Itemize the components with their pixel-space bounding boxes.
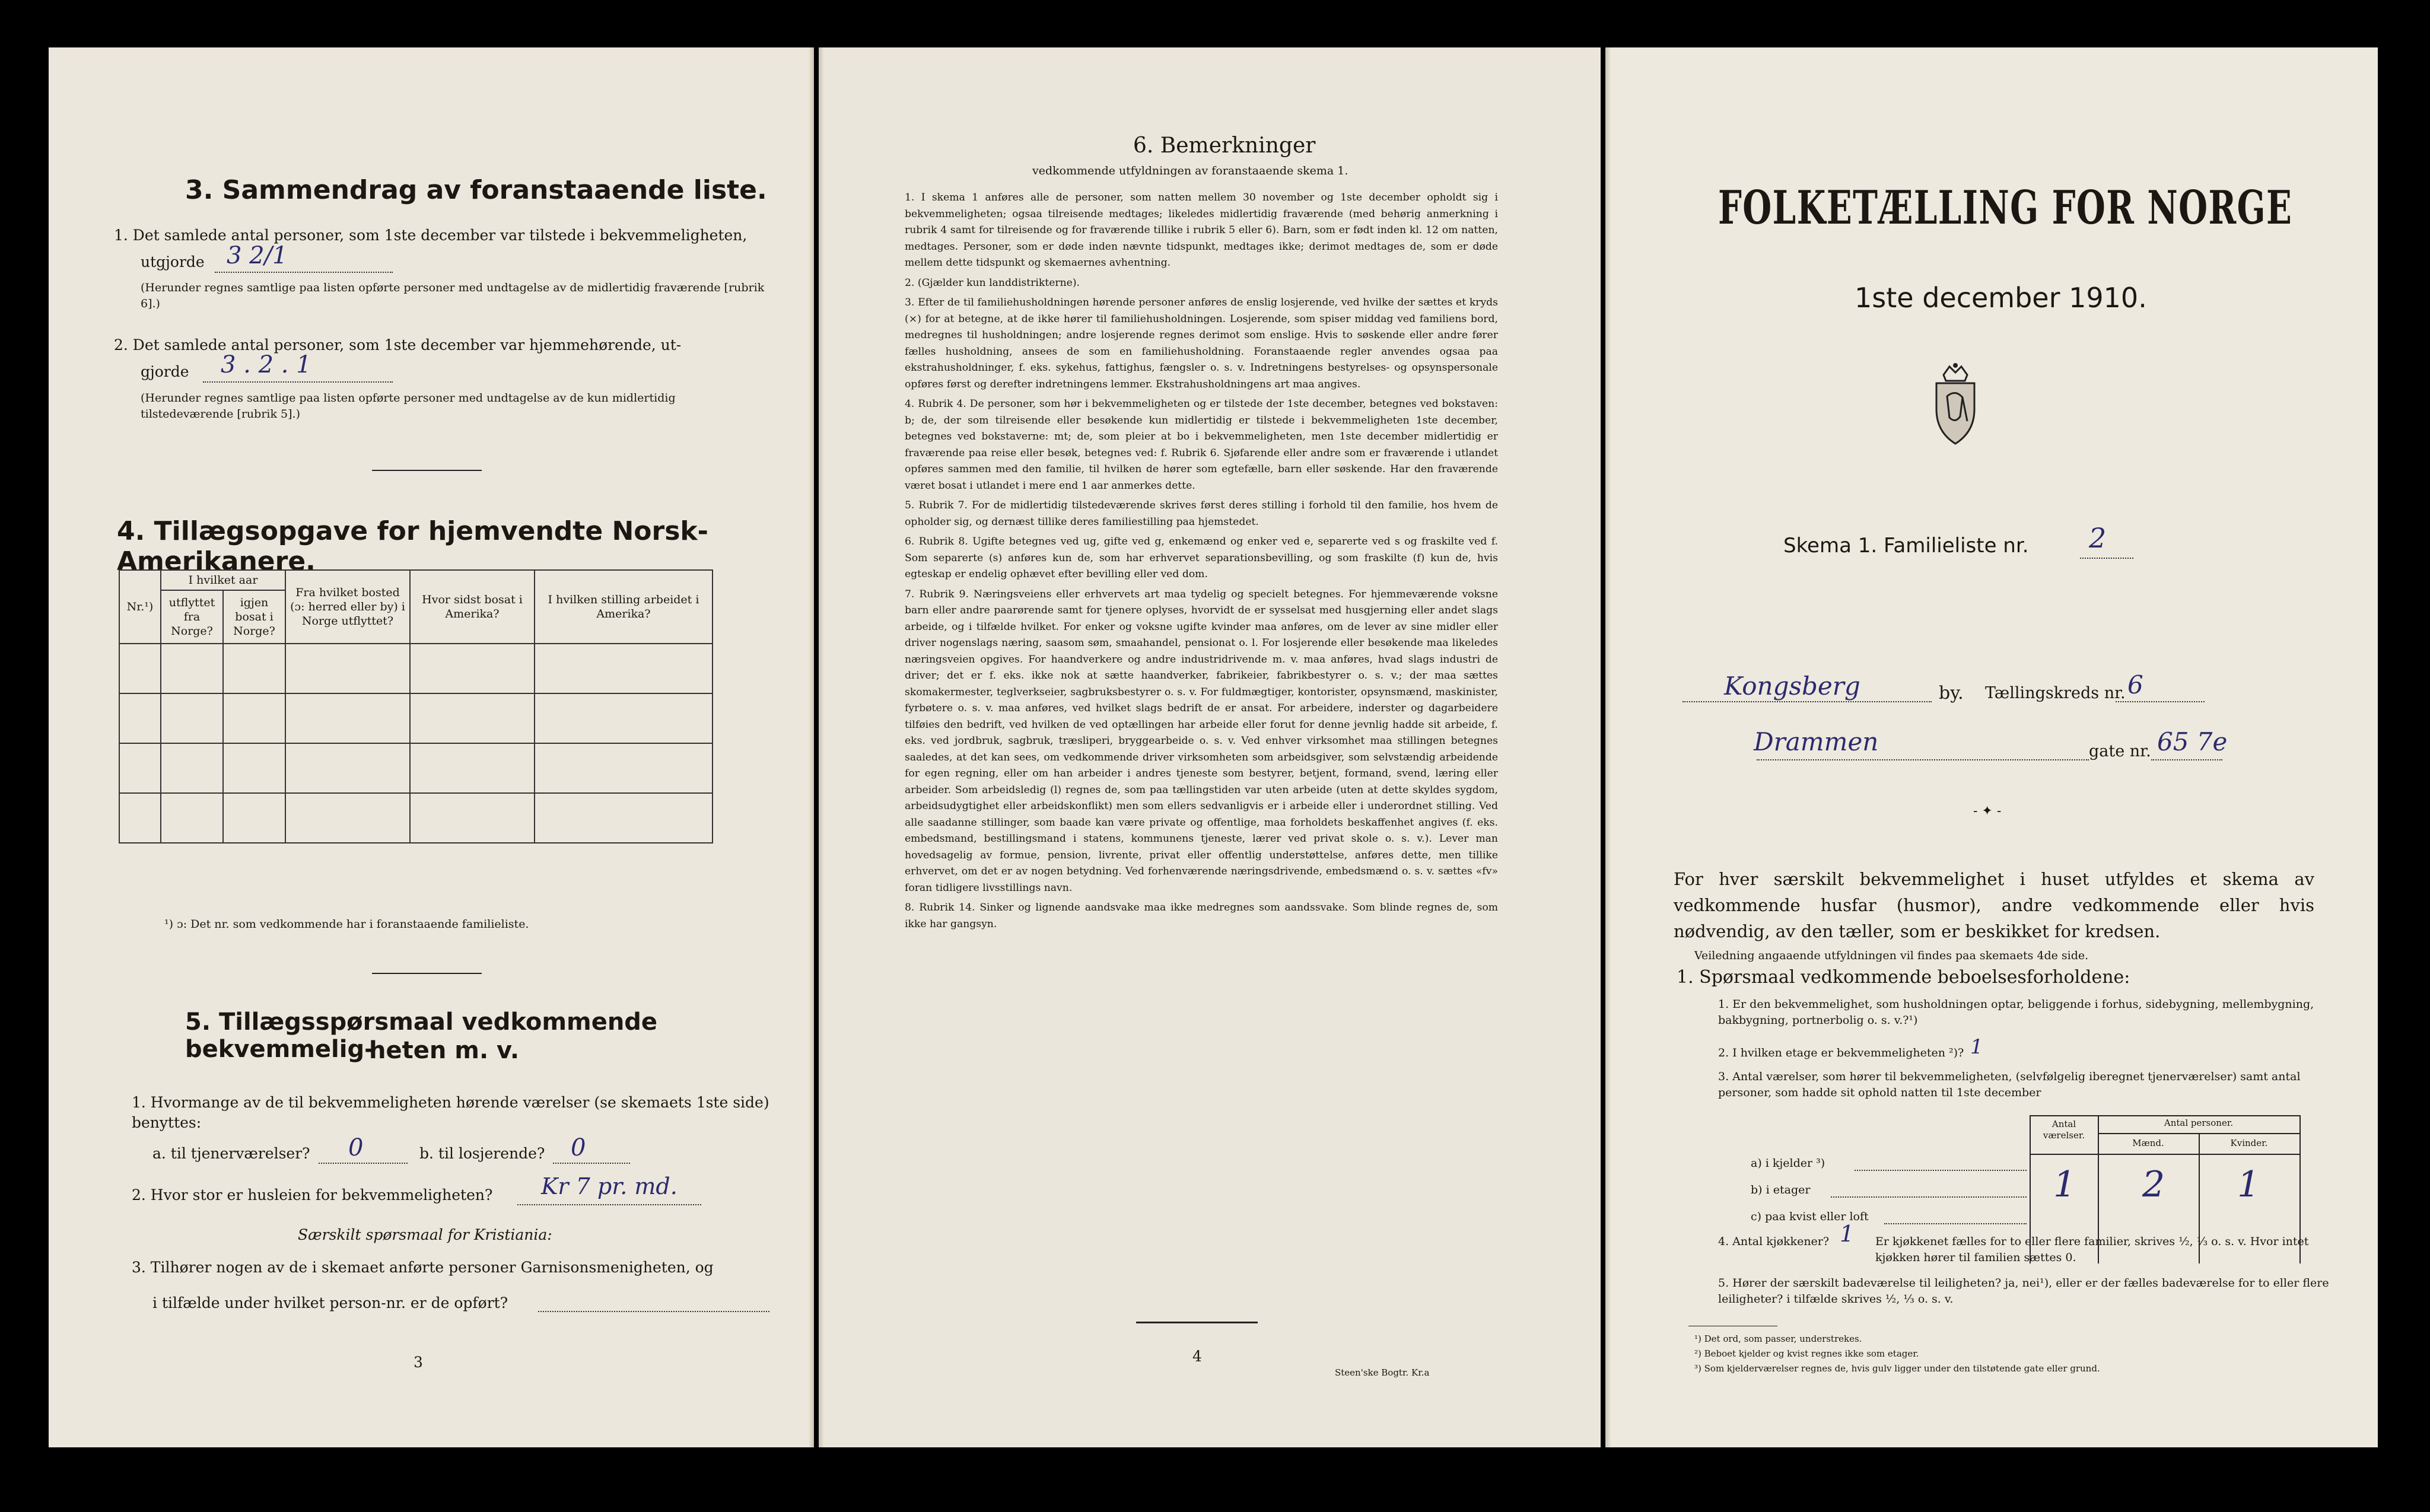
footnote: ¹) Det ord, som passer, understrekes. bbox=[1694, 1333, 1862, 1344]
q2-value: 1 bbox=[1970, 1035, 1983, 1059]
q1-utgjorde-label: utgjorde bbox=[141, 253, 205, 270]
table-row bbox=[119, 693, 713, 743]
row-label: b) i etager bbox=[1751, 1183, 1811, 1196]
dotted-line bbox=[2116, 701, 2205, 702]
col-nr: Nr.¹) bbox=[119, 570, 161, 644]
footnote: ²) Beboet kjelder og kvist regnes ikke som etager. bbox=[1694, 1348, 1919, 1359]
s5-q1: 1. Hvormange av de til bekvemmeligheten hørende værelser (se skemaets 1ste side) benyttes: bbox=[132, 1094, 769, 1131]
s5-special: Særskilt spørsmaal for Kristiania: bbox=[298, 1226, 552, 1243]
dotted-line bbox=[538, 1311, 769, 1312]
gutter-shadow bbox=[808, 47, 814, 1447]
schema-value: 2 bbox=[2089, 522, 2107, 554]
note-item: 4. Rubrik 4. De personer, som hør i bekvemmeligheten og er tilstede der 1ste december, betegnes ved bokstaven: b; de, der som tilreisende eller besøkende kun midlertidig er tilstede i bekvemmeligheten 1ste december, betegnes ved bokstaverne: mt; de, som pleier at bo i bekvemmeligheten, men 1ste december midlertidig er fraværende paa reise eller besøk, betegnes ved: f. Rubrik 6. Sjøfarende eller andre som er fraværende i utlandet opføres sammen med den familie, til hvilken de hører som egtefælle, barn eller søskende. Har den fraværende været bosat i utlandet i mere end 1 aar anmerkes dette. bbox=[905, 398, 1498, 492]
note-item: 6. Rubrik 8. Ugifte betegnes ved ug, gifte ved g, enkemænd og enker ved e, separerte ved s og fraskilte ved f. Som separerte (s) anføres kun de, som har erhvervet separationsbevilling, og som fraskilte (f) kun de, hvis egteskap er endelig ophævet efter bevilling eller ved dom. bbox=[905, 536, 1498, 580]
table-row bbox=[119, 793, 713, 843]
q2-dotted-line bbox=[203, 381, 393, 383]
q2-text: 2. I hvilken etage er bekvemmeligheten ²)? bbox=[1718, 1046, 1964, 1059]
gutter-shadow bbox=[819, 47, 825, 1447]
col-fra: Fra hvilket bosted (ɔ: herred eller by) i Norge utflyttet? bbox=[285, 570, 410, 644]
men-etager-value: 2 bbox=[2142, 1164, 2165, 1205]
note-item: 1. I skema 1 anføres alle de personer, som natten mellem 30 november og 1ste december opholdt sig i bekvemmeligheten; ogsaa tilreisende medtages; likeledes midlertidig fraværende (med behørig anmerkning i rubrik 4 samt for tilreisende og for fraværende tillike i rubrik 5 eller 6). Barn, som er født inden kl. 12 om natten, medtages. Personer, som er døde inden nævnte tidspunkt, medtages ikke; derimot medtages de, som er døde mellem dette tidspunkt og skemaernes avhentning. bbox=[905, 192, 1498, 269]
dotted-line bbox=[2151, 759, 2222, 760]
street-value: Drammen bbox=[1754, 727, 1879, 756]
section3-title: 3. Sammendrag av foranstaaende liste. bbox=[185, 175, 767, 205]
schema-label: Skema 1. Familieliste nr. bbox=[1783, 534, 2029, 558]
s5-q2-value: Kr 7 pr. md. bbox=[541, 1173, 678, 1199]
footnotes bbox=[1694, 1332, 2100, 1376]
questions-heading: 1. Spørsmaal vedkommende beboelsesforholdene: bbox=[1677, 967, 2130, 988]
q4-value: 1 bbox=[1840, 1221, 1855, 1247]
col-bosat: igjen bosat i Norge? bbox=[223, 590, 285, 644]
norway-coat-of-arms-icon bbox=[1926, 362, 1985, 451]
col-women: Kvinder. bbox=[2230, 1138, 2268, 1148]
col-men: Mænd. bbox=[2132, 1138, 2164, 1148]
dotted-line bbox=[517, 1204, 701, 1205]
q1-text: 1. Er den bekvemmelighet, som husholdningen optar, beliggende i forhus, sidebygning, mellembygning, bakbygning, portnerbolig o. s. v.?¹) bbox=[1718, 998, 2314, 1027]
q2-utgjorde-label: gjorde bbox=[141, 363, 189, 380]
right-page bbox=[1605, 47, 2378, 1447]
row-label: a) i kjelder ³) bbox=[1751, 1157, 1825, 1170]
col-group-year: I hvilket aar bbox=[161, 570, 285, 590]
notes-body bbox=[905, 190, 1498, 936]
s5-q3-line2: i tilfælde under hvilket person-nr. er de opført? bbox=[152, 1294, 508, 1312]
col-sidst: Hvor sidst bosat i Amerika? bbox=[410, 570, 535, 644]
note-item: 5. Rubrik 7. For de midlertidig tilstedeværende skrives først deres stilling i forhold til den familie, hos hvem de opholder sig, og dernæst tillike deres familiestilling paa hjemstedet. bbox=[905, 499, 1498, 528]
dotted-line bbox=[1831, 1196, 2027, 1198]
city-value: Kongsberg bbox=[1724, 671, 1860, 701]
dotted-line bbox=[1884, 1223, 2027, 1224]
norsk-amerikaner-table bbox=[119, 569, 713, 843]
q1-dotted-line bbox=[215, 272, 393, 273]
women-etager-value: 1 bbox=[2237, 1164, 2260, 1205]
printer-mark: Steen'ske Bogtr. Kr.a bbox=[1335, 1367, 1430, 1378]
notes-subtitle: vedkommende utfyldningen av foranstaaende skema 1. bbox=[1032, 164, 1348, 177]
city-label: by. bbox=[1939, 683, 1964, 704]
row-label: c) paa kvist eller loft bbox=[1751, 1210, 1869, 1223]
s5-q1a-value: 0 bbox=[348, 1134, 364, 1161]
middle-page bbox=[819, 47, 1601, 1447]
dotted-line bbox=[319, 1163, 408, 1164]
section5-title-line2: heten m. v. bbox=[369, 1037, 520, 1064]
section3-q1: 1. Det samlede antal personer, som 1ste december var tilstede i bekvemmeligheten, bbox=[114, 227, 748, 244]
q1-note: (Herunder regnes samtlige paa listen opførte personer med undtagelse av de midlertidig fraværende [rubrik 6].) bbox=[141, 281, 765, 310]
section5-title-line1: 5. Tillægsspørsmaal vedkommende bekvemmelig- bbox=[185, 1008, 658, 1063]
section4-title: 4. Tillægsopgave for hjemvendte Norsk-Amerikanere. bbox=[117, 516, 708, 577]
q4-rest: Er kjøkkenet fælles for to eller flere familier, skrives ½, ⅓ o. s. v. Hvor intet kjøkken hører til familien sættes 0. bbox=[1875, 1235, 2309, 1264]
gate-label: gate nr. bbox=[2089, 742, 2151, 760]
krets-label: Tællingskreds nr. bbox=[1985, 684, 2126, 702]
census-date: 1ste december 1910. bbox=[1855, 282, 2147, 314]
s5-q1a-label: a. til tjenerværelser? bbox=[152, 1145, 310, 1162]
dotted-line bbox=[553, 1163, 630, 1164]
q3-text: 3. Antal værelser, som hører til bekvemmeligheten, (selvfølgelig iberegnet tjenerværelser) samt antal personer, som hadde sit ophold natten til 1ste december bbox=[1718, 1070, 2301, 1099]
s5-q3-line1: 3. Tilhører nogen av de i skemaet anførte personer Garnisonsmenigheten, og bbox=[132, 1259, 714, 1276]
ornament-icon: - ✦ - bbox=[1973, 804, 2002, 819]
divider bbox=[372, 973, 482, 974]
q2-note: (Herunder regnes samtlige paa listen opførte personer med undtagelse av de kun midlertidig tilstedeværende [rubrik 5].) bbox=[141, 391, 676, 421]
note-item: 2. (Gjælder kun landdistrikterne). bbox=[905, 276, 1080, 289]
intro-text: For hver særskilt bekvemmelighet i huset utfyldes et skema av vedkommende husfar (husmor), andre vedkommende eller hvis nødvendig, av den tæller, som er beskikket for kredsen. bbox=[1674, 869, 2314, 941]
q5-text: 5. Hører der særskilt badeværelse til leiligheten? ja, nei¹), eller er der fælles badeværelse for to eller flere leiligheter? i tilfælde skrives ½, ⅓ o. s. v. bbox=[1718, 1277, 2329, 1306]
page-number: 3 bbox=[414, 1354, 423, 1371]
dotted-line bbox=[1682, 701, 1932, 702]
notes-title: 6. Bemerkninger bbox=[1133, 133, 1316, 158]
s5-q1b-value: 0 bbox=[571, 1134, 586, 1161]
footnote: ³) Som kjelderværelser regnes de, hvis gulv ligger under den tilstøtende gate eller grund. bbox=[1694, 1363, 2100, 1374]
divider bbox=[372, 470, 482, 471]
table-row bbox=[119, 743, 713, 793]
rooms-etager-value: 1 bbox=[2053, 1164, 2076, 1205]
col-rooms: Antal værelser. bbox=[2043, 1119, 2085, 1141]
q2-value: 3 . 2 . 1 bbox=[221, 351, 311, 378]
census-title: FOLKETÆLLING FOR NORGE bbox=[1718, 181, 2293, 235]
dotted-line bbox=[1757, 759, 2089, 760]
guide-text: Veiledning angaaende utfyldningen vil findes paa skemaets 4de side. bbox=[1694, 949, 2089, 962]
left-page bbox=[49, 47, 814, 1447]
col-utflyttet: utflyttet fra Norge? bbox=[161, 590, 223, 644]
col-stilling: I hvilken stilling arbeidet i Amerika? bbox=[535, 570, 713, 644]
dotted-line bbox=[1855, 1170, 2027, 1171]
page-number: 4 bbox=[1192, 1348, 1202, 1365]
table-footnote: ¹) ɔ: Det nr. som vedkommende har i foranstaaende familieliste. bbox=[164, 918, 529, 931]
q4-text: 4. Antal kjøkkener? bbox=[1718, 1235, 1830, 1248]
note-item: 3. Efter de til familiehusholdningen hørende personer anføres de enslig losjerende, ved hvilke der sættes et kryds (×) for at betegne, at de ikke hører til familiehusholdningen. Losjerende, som spiser middag ved familiens bord, medregnes til husholdningen; andre losjerende regnes derimot som enslige. Hvis to søskende eller andre fører fælles husholdning, ansees de som en familiehusholdning. Foranstaaende regler anvendes ogsaa paa ekstrahusholdninger, f. eks. sykehus, fattighus, fængsler o. s. v. Indretningens bestyrelses- og opsynspersonale opføres først og derefter indretningens lemmer. Ekstrahusholdningens art maa angives. bbox=[905, 297, 1498, 390]
divider bbox=[1136, 1322, 1258, 1323]
table-row bbox=[119, 644, 713, 693]
gutter-shadow bbox=[1605, 47, 1611, 1447]
note-item: 7. Rubrik 9. Næringsveiens eller erhvervets art maa tydelig og specielt betegnes. For hjemmeværende voksne barn eller andre paarørende samt for tjenere oplyses, hvorvidt de er sysselsat med husgjerning eller andet slags arbeide, og i tilfælde hvilket. For enker og voksne ugifte kvinder maa anføres, om de lever av sine midler eller driver nogenslags næring, saasom søm, smaahandel, pensionat o. l. For losjerende eller besøkende maa likeledes næringsveien opgives. For haandverkere og andre industridrivende m. v. maa anføres, hvad slags industri de driver; det er f. eks. ikke nok at sætte haandverker, fabrikeier, fabrikbestyrer o. s. v.; der maa sættes skomakermester, teglverkseier, sagbruksbestyrer o. s. v. For fuldmægtiger, kontorister, opsynsmænd, maskinister, fyrbøtere o. s. v. maa anføres, ved hvilket slags bedrift de er ansat. For arbeidere, inderster og dagarbeidere tilføies den bedrift, ved hvilken de ved optællingen har arbeide eller forut for denne jevnlig hadde sit arbeide, f. eks. ved jordbruk, sagbruk, træsliperi, bryggearbeide o. s. v. Ved enhver virksomhet maa stillingen betegnes saaledes, at det kan sees, om vedkommende driver virksomheten som arbeidsgiver, som selvstændig arbeidende for egen regning, eller om han arbeider i andres tjeneste som bestyrer, betjent, formand, svend, læring eller arbeider. Som arbeidsledig (l) regnes de, som paa tællingstiden var uten arbeide (uten at dette skyldes sygdom, arbeidsudygtighet eller arbeidskonflikt) men som ellers sedvanligvis er i arbeide eller i underordnet stilling. Ved alle saadanne stillinger, som baade kan være private og offentlige, maa forholdets beskaffenhet angives (f. eks. embedsmand, bestillingsmand i statens, kommunens tjeneste, lærer ved privat skole o. s. v.). Lever man hovedsagelig av formue, pension, livrente, privat eller offentlig understøttelse, anføres dette, men tillike erhvervet, om det er av nogen betydning. Ved forhenværende næringsdrivende, embedsmænd o. s. v. sættes «fv» foran tidligere livsstillings navn. bbox=[905, 588, 1498, 894]
dotted-line bbox=[2080, 558, 2133, 559]
note-item: 8. Rubrik 14. Sinker og lignende aandsvake maa ikke medregnes som aandssvake. Som blinde regnes de, som ikke har gangsyn. bbox=[905, 902, 1498, 930]
section3-q2: 2. Det samlede antal personer, som 1ste december var hjemmehørende, ut- bbox=[114, 336, 682, 354]
col-persons: Antal personer. bbox=[2164, 1118, 2234, 1128]
s5-q1b-label: b. til losjerende? bbox=[419, 1145, 545, 1162]
gate-value: 65 7e bbox=[2157, 727, 2228, 756]
krets-value: 6 bbox=[2127, 670, 2143, 699]
s5-q2: 2. Hvor stor er husleien for bekvemmeligheten? bbox=[132, 1186, 493, 1204]
q1-value: 3 2/1 bbox=[227, 242, 288, 269]
